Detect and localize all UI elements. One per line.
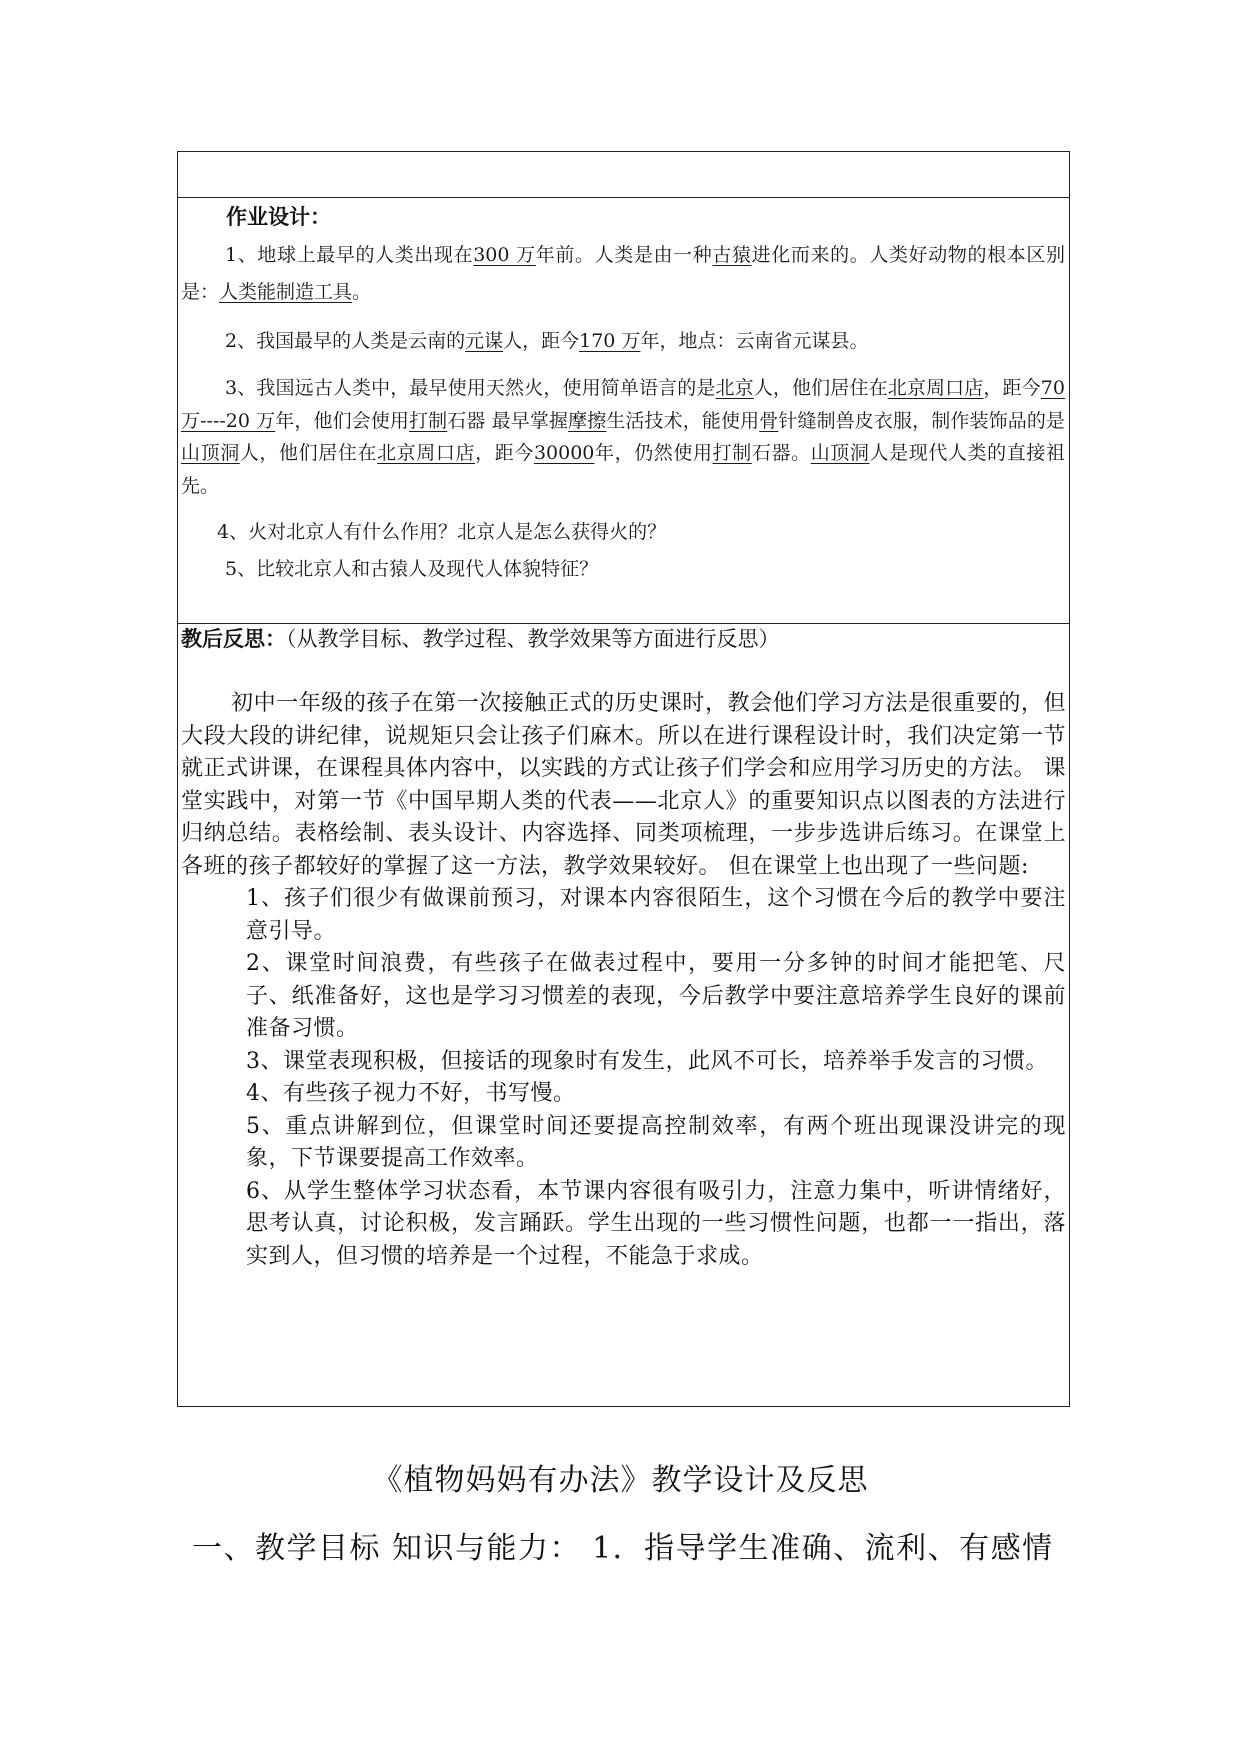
reflection-item: 6、从学生整体学习状态看，本节课内容很有吸引力，注意力集中，听讲情绪好，思考认真，讨论积极，发言踊跃。学生出现的一些习惯性问题，也都一一指出，落实到人，但习惯的培养是一个过程，不能急于求成。 [246,1178,1066,1269]
reflection-section [178,623,1069,1406]
reflection-title: 教后反思：（从教学目标、教学过程、教学效果等方面进行反思） [181,626,780,651]
next-lesson-objective: 一、教学目标 知识与能力： 1．指导学生准确、流利、有感情 [192,1531,1054,1566]
reflection-item: 1、孩子们很少有做课前预习，对课本内容很陌生，这个习惯在今后的教学中要注意引导。 [246,886,1066,944]
reflection-body [181,688,1066,1273]
question-5: 5、比较北京人和古猿人及现代人体貌特征？ [225,558,599,580]
question-1: 1、地球上最早的人类出现在300 万年前。人类是由一种古猿进化而来的。人类好动物的根本区别是：人类能制造工具。 [181,244,1065,303]
lesson-table [177,151,1070,1407]
homework-questions [181,237,1065,588]
reflection-item: 4、有些孩子视力不好，书写慢。 [246,1081,576,1106]
homework-heading: 作业设计： [226,204,331,229]
homework-section [178,197,1069,620]
reflection-item: 5、重点讲解到位，但课堂时间还要提高控制效率，有两个班出现课没讲完的现象，下节课要提高工作效率。 [246,1113,1066,1171]
question-3: 3、我国远古人类中，最早使用天然火，使用简单语言的是北京人，他们居住在北京周口店，距今70 万----20 万年，他们会使用打制石器 最早掌握摩擦生活技术，能使用骨针缝制兽皮衣服，制作装饰品的是山顶洞人，他们居住在北京周口店，距今30000年，仍然使用打制石器。山顶洞人是现代人类的直接祖先。 [181,377,1065,497]
reflection-item: 2、课堂时间浪费，有些孩子在做表过程中，要用一分多钟的时间才能把笔、尺子、纸准备好，这也是学习习惯差的表现，今后教学中要注意培养学生良好的课前准备习惯。 [246,951,1066,1041]
next-lesson-title: 《植物妈妈有办法》教学设计及反思 [372,1463,869,1498]
question-2: 2、我国最早的人类是云南的元谋人，距今170 万年，地点：云南省元谋县。 [225,330,869,352]
question-4: 4、火对北京人有什么作用？北京人是怎么获得火的？ [217,521,667,543]
reflection-lead: 初中一年级的孩子在第一次接触正式的历史课时，教会他们学习方法是很重要的，但大段大段的讲纪律，说规矩只会让孩子们麻木。所以在进行课程设计时，我们决定第一节就正式讲课，在课程具体内容中，以实践的方式让孩子们学会和应用学习历史的方法。 课堂实践中，对第一节《中国早期人类的代表——北京人》的重要知识点以图表的方法进行归纳总结。表格绘制、表头设计、内容选择、同类项梳理，一步步选讲后练习。在课堂上各班的孩子都较好的掌握了这一方法，教学效果较好。 但在课堂上也出现了一些问题: [181,691,1066,879]
reflection-item: 3、课堂表现积极，但接话的现象时有发生，此风不可长，培养举手发言的习惯。 [246,1048,1048,1074]
